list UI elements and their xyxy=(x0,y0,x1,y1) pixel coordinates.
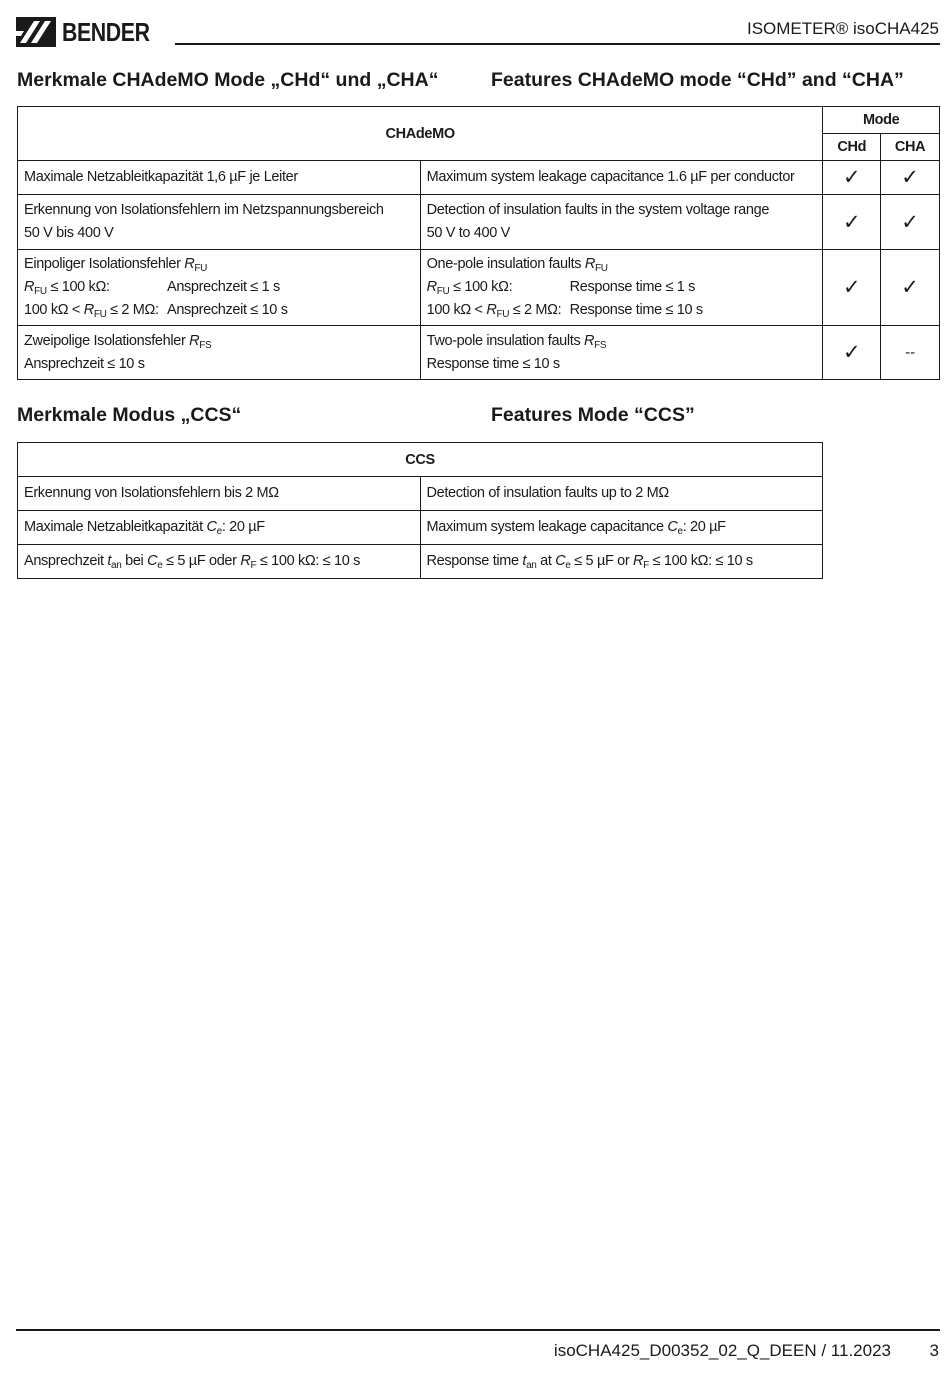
section2-title-de: Merkmale Modus „CCS“ xyxy=(17,404,242,426)
ccs-row1-en: Detection of insulation faults up to 2 MΩ xyxy=(420,477,822,511)
row4-chd-check: ✓ xyxy=(823,326,881,380)
row2-en: Detection of insulation faults in the system voltage range 50 V to 400 V xyxy=(420,195,823,250)
ccs-table xyxy=(17,442,823,579)
row3-en: One-pole insulation faults $R_{FU}$ $R_{FU} \le 100$ kΩ: Response time ≤ 1 s 100 $k\Omega < R_{FU} \le 2$ MΩ: Response time ≤ 10 s xyxy=(420,250,823,326)
bender-logo xyxy=(16,16,169,48)
ccs-row2-en: Maximum system leakage capacitance $C_e$: 20 µF xyxy=(420,511,822,545)
footer-doc-id: isoCHA425_D00352_02_Q_DEEN / 11.2023 xyxy=(553,1341,891,1360)
row4-en: Two-pole insulation faults $R_{FS}$ Response time ≤ 10 s xyxy=(420,326,823,380)
table-row xyxy=(18,477,823,511)
section2-title-en: Features Mode “CCS” xyxy=(491,404,695,426)
table-row xyxy=(18,326,940,380)
ccs-header: CCS xyxy=(18,443,823,477)
row1-chd-check: ✓ xyxy=(823,161,881,195)
ccs-row3-de: Ansprechzeit $t_{an}$ bei $C_e \le 5$ µF oder $R_F \le 100$ kΩ: ≤ 10 s xyxy=(18,545,421,579)
row3-de: Einpoliger Isolationsfehler $R_{FU}$ $R_{FU} \le 100$ kΩ: Ansprechzeit ≤ 1 s 100 $k\Omega < R_{FU} \le 2$ MΩ: Ansprechzeit ≤ 10 s xyxy=(18,250,421,326)
table-row xyxy=(18,195,940,250)
row3-cha-check: ✓ xyxy=(881,250,940,326)
row2-chd-check: ✓ xyxy=(823,195,881,250)
section1-title-de: Merkmale CHAdeMO Mode „CHd“ und „CHA“ xyxy=(17,69,439,91)
table-row xyxy=(18,511,823,545)
ccs-row3-en: Response time $t_{an}$ at $C_e \le 5$ µF or $R_F \le 100$ kΩ: ≤ 10 s xyxy=(420,545,822,579)
table-row xyxy=(18,250,940,326)
row2-de: Erkennung von Isolationsfehlern im Netzspannungsbereich 50 V bis 400 V xyxy=(18,195,421,250)
row1-de: Maximale Netzableitkapazität 1,6 µF je Leiter xyxy=(18,161,421,195)
row4-de: Zweipolige Isolationsfehler $R_{FS}$ Ansprechzeit ≤ 10 s xyxy=(18,326,421,380)
row4-cha-dash: -- xyxy=(881,326,940,380)
ccs-row1-de: Erkennung von Isolationsfehlern bis 2 MΩ xyxy=(18,477,421,511)
row2-cha-check: ✓ xyxy=(881,195,940,250)
col-cha-header: CHA xyxy=(881,134,940,161)
col-chd-header: CHd xyxy=(823,134,881,161)
header-title: ISOMETER® isoCHA425 xyxy=(746,19,939,38)
page-number: 3 xyxy=(929,1341,939,1360)
footer-rule xyxy=(16,1329,940,1331)
row1-en: Maximum system leakage capacitance 1.6 µF per conductor xyxy=(420,161,823,195)
chademo-header: CHAdeMO xyxy=(18,107,823,161)
table-header-row xyxy=(18,443,823,477)
chademo-table xyxy=(17,106,940,380)
row1-cha-check: ✓ xyxy=(881,161,940,195)
mode-header: Mode xyxy=(823,107,940,134)
section1-title-en: Features CHAdeMO mode “CHd” and “CHA” xyxy=(491,69,904,91)
table-header-row xyxy=(18,107,940,134)
table-row xyxy=(18,161,940,195)
row3-chd-check: ✓ xyxy=(823,250,881,326)
ccs-row2-de: Maximale Netzableitkapazität $C_e$: 20 µF xyxy=(18,511,421,545)
header-rule xyxy=(175,43,940,45)
logo-text: BENDER xyxy=(62,16,150,47)
bender-logo-icon xyxy=(16,17,56,47)
table-row xyxy=(18,545,823,579)
